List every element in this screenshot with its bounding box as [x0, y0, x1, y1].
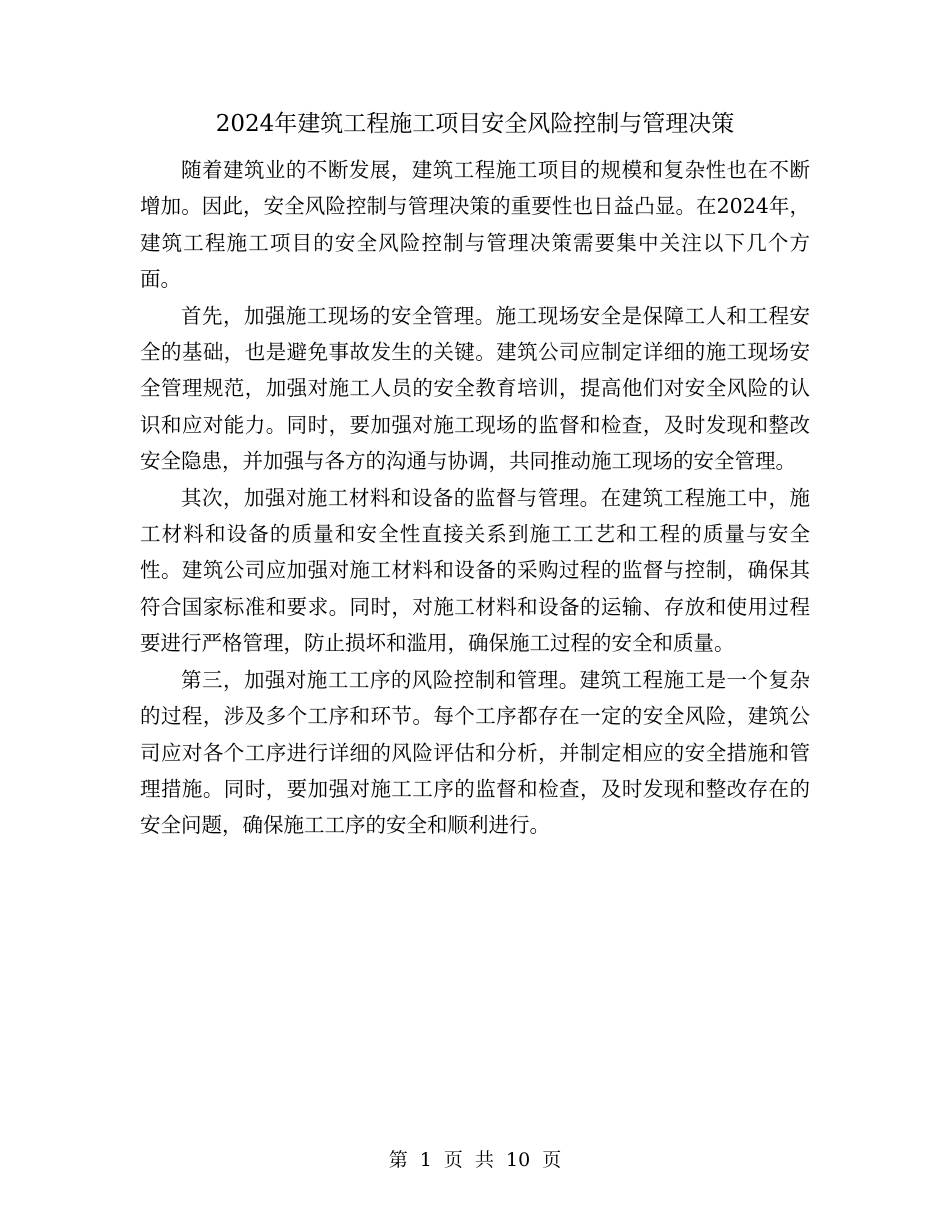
document-title: 2024年建筑工程施工项目安全风险控制与管理决策 [215, 111, 735, 137]
page-number-footer: 第 1 页 共 10 页 [388, 1149, 562, 1171]
paragraph-intro: 随着建筑业的不断发展，建筑工程施工项目的规模和复杂性也在不断增加。因此，安全风险控制与管理决策的重要性也日益凸显。在2024年，建筑工程施工项目的安全风险控制与管理决策需要集中关注以下几个方面。 [140, 158, 810, 292]
paragraph-process-risk: 第三，加强对施工工序的风险控制和管理。建筑工程施工是一个复杂的过程，涉及多个工序和环节。每个工序都存在一定的安全风险，建筑公司应对各个工序进行详细的风险评估和分析，并制定相应的安全措施和管理措施。同时，要加强对施工工序的监督和检查，及时发现和整改存在的安全问题，确保施工工序的安全和顺利进行。 [140, 667, 810, 838]
document-body [140, 152, 810, 844]
paragraph-site-safety: 首先，加强施工现场的安全管理。施工现场安全是保障工人和工程安全的基础，也是避免事故发生的关键。建筑公司应制定详细的施工现场安全管理规范，加强对施工人员的安全教育培训，提高他们对安全风险的认识和应对能力。同时，要加强对施工现场的监督和检查，及时发现和整改安全隐患，并加强与各方的沟通与协调，共同推动施工现场的安全管理。 [140, 303, 810, 474]
paragraph-materials-equipment: 其次，加强对施工材料和设备的监督与管理。在建筑工程施工中，施工材料和设备的质量和安全性直接关系到施工工艺和工程的质量与安全性。建筑公司应加强对施工材料和设备的采购过程的监督与控制，确保其符合国家标准和要求。同时，对施工材料和设备的运输、存放和使用过程要进行严格管理，防止损坏和滥用，确保施工过程的安全和质量。 [140, 485, 810, 656]
